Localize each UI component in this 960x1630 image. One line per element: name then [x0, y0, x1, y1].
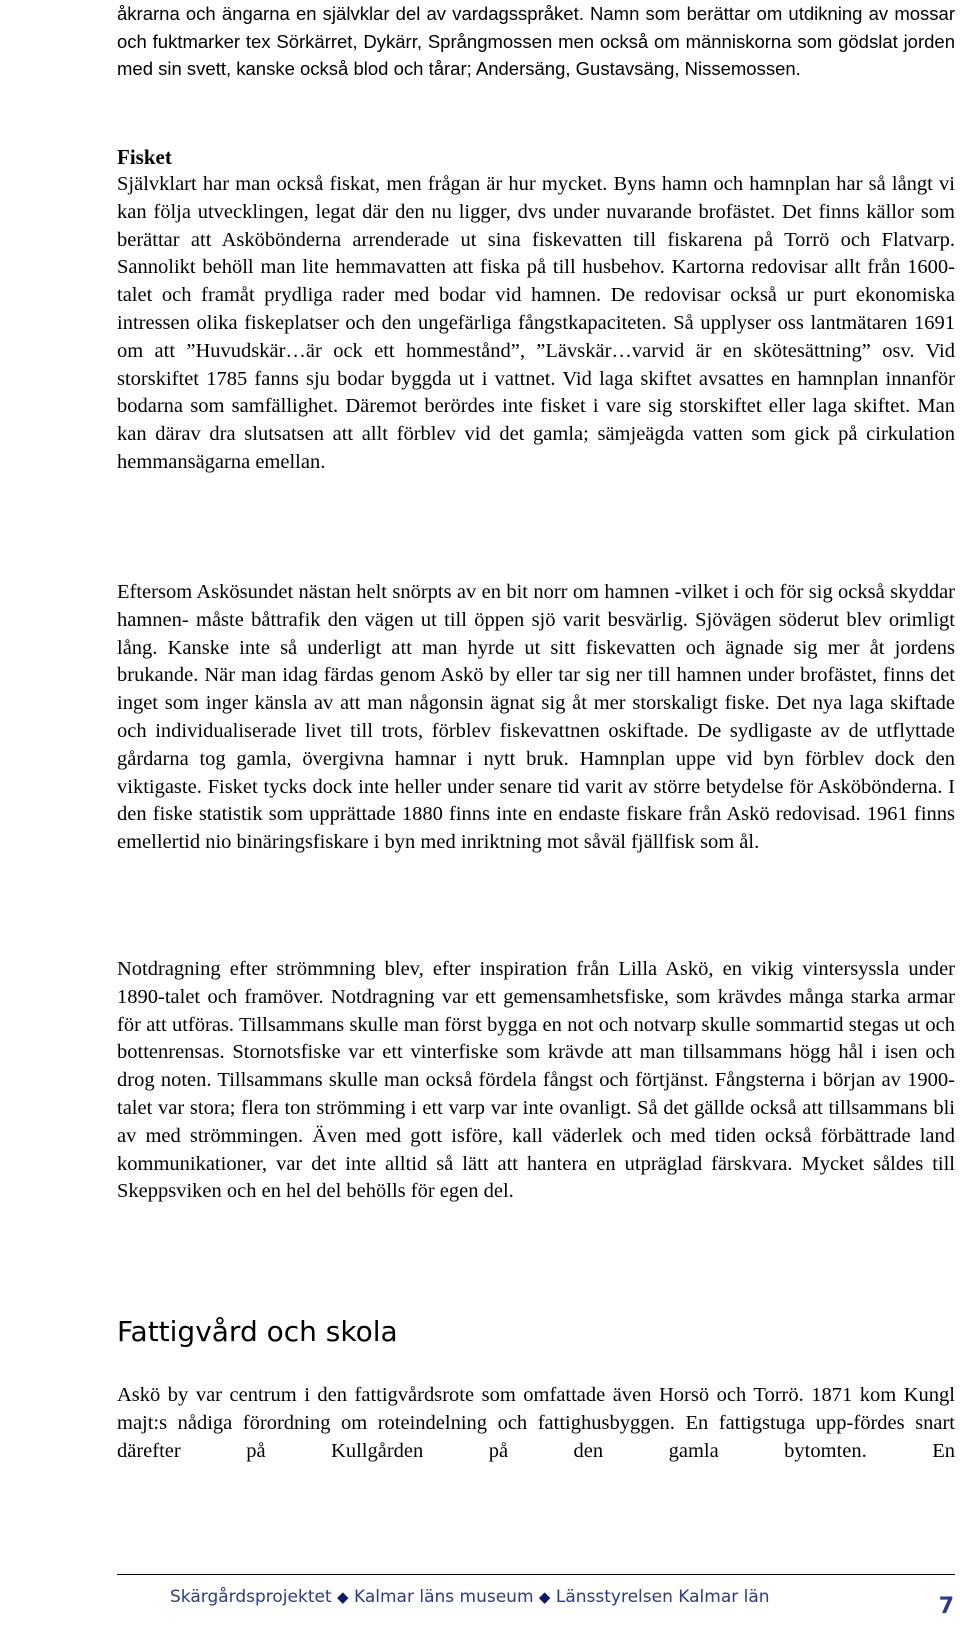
- fisket-paragraph-1: Självklart har man också fiskat, men frågan är hur mycket. Byns hamn och hamnplan har så långt vi kan följa utvecklingen, legat där den nu ligger, dvs under nuvarande brofästet. Det finns källor som berättar att Asköbönderna arrenderade ut sina fiskevatten till fiskarena på Torrö och Flatvarp. Sannolikt behöll man lite hemmavatten att fiska på till husbehov. Kartorna redovisar allt från 1600-talet och framåt prydliga rader med bodar vid hamnen. De redovisar också ur purt ekonomiska intressen olika fiskeplatser och den ungefärliga fångstkapaciteten. Så upplyser oss lantmätaren 1691 om att ”Huvudskär…är ock ett hommestånd”, ”Lävskär…varvid är en skötesättning” osv. Vid storskiftet 1785 fanns sju bodar byggda ut i vattnet. Vid laga skiftet avsattes en hamnplan innanför bodarna som samfällighet. Däremot berördes inte fisket i vare sig storskiftet eller laga skiftet. Man kan därav dra slutsatsen att allt förblev vid det gamla; sämjeägda vatten som gick på cirkulation hemmansägarna emellan.: [117, 173, 955, 473]
- diamond-icon: ◆: [538, 1588, 551, 1606]
- footer-credits: [170, 1587, 770, 1607]
- page-number: 7: [938, 1594, 954, 1619]
- fisket-paragraph-3: Notdragning efter strömmning blev, efter inspiration från Lilla Askö, en vikig vintersyssla under 1890-talet och framöver. Notdragning var ett gemensamhetsfiske, som krävdes många starka armar för att utföras. Tillsammans skulle man först bygga en not och notvarp skulle sommartid stegas ut och bottenrensas. Stornotsfiske var ett vinterfiske som krävde att man tillsammans högg hål i isen och drog noten. Tillsammans skulle man också fördela fångst och förtjänst. Fångsterna i början av 1900-talet var stora; flera ton strömming i ett varp var inte ovanligt. Så det gällde också att tillsammans bli av med strömmingen. Även med gott isföre, kall väderlek och med tiden också förbättrade land kommunikationer, var det inte alltid så lätt att hantera en utpräglad färskvara. Mycket såldes till Skeppsviken och en hel del behölls för egen del.: [117, 958, 955, 1203]
- diamond-icon: ◆: [337, 1588, 349, 1606]
- footer-museum: Kalmar läns museum: [353, 1587, 534, 1607]
- fattigvard-paragraph-1: Askö by var centrum i den fattigvårdsrote som omfattade även Horsö och Torrö. 1871 kom Kungl majt:s nådiga förordning om roteindelning och fattighusbyggen. En fattigstuga upp-fördes snart därefter på Kullgården på den gamla bytomten. En: [117, 1384, 955, 1462]
- section-heading-fisket: Fisket: [117, 145, 172, 169]
- page-footer: [0, 1587, 960, 1617]
- intro-paragraph: åkrarna och ängarna en självklar del av vardagsspråket. Namn som berättar om utdikning av mossar och fuktmarker tex Sörkärret, Dykärr, Språngmossen men också om människorna som gödslat jorden med sin svett, kanske också blod och tårar; Andersäng, Gustavsäng, Nissemossen.: [117, 3, 955, 79]
- section-heading-fattigvard: Fattigvård och skola: [117, 1315, 398, 1348]
- document-page: [117, 0, 955, 1630]
- footer-project: Skärgårdsprojektet: [170, 1587, 332, 1607]
- footer-county-board: Länsstyrelsen Kalmar län: [555, 1587, 770, 1607]
- fisket-paragraph-2: Eftersom Askösundet nästan helt snörpts av en bit norr om hamnen -vilket i och för sig också skyddar hamnen- måste båttrafik den vägen ut till öppen sjö varit besvärlig. Sjövägen söderut blev orimligt lång. Kanske inte så underligt att man hyrde ut sitt fiskevatten och ägnade sig mer åt jordens brukande. När man idag färdas genom Askö by eller tar sig ner till hamnen under brofästet, finns det inget som inger känsla av att man någonsin ägnat sig åt mer storskaligt fiske. Det nya laga skiftade och individualiserade livet till trots, förblev fiskevattnen oskiftade. De sydligaste av de utflyttade gårdarna tog gamla, övergivna hamnar i nytt bruk. Hamnplan uppe vid byn förblev dock den viktigaste. Fisket tycks dock inte heller under senare tid varit av större betydelse för Asköbönderna. I den fiske statistik som upprättade 1880 finns inte en endaste fiskare från Askö redovisad. 1961 finns emellertid nio binäringsfiskare i byn med inriktning mot såväl fjällfisk som ål.: [117, 581, 955, 854]
- footer-divider: [117, 1574, 955, 1575]
